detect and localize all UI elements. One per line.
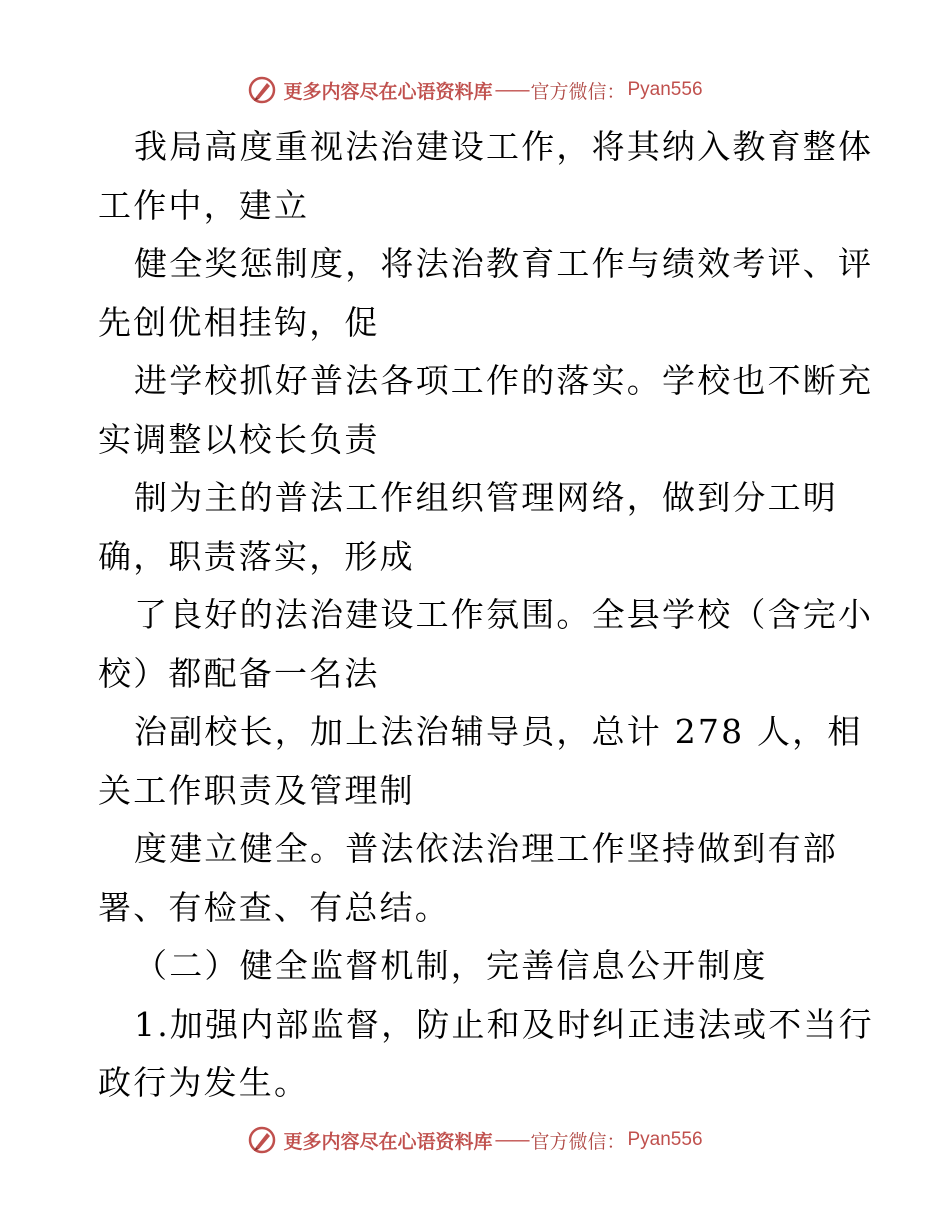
watermark-official-label: 官方微信： — [530, 1130, 626, 1153]
pen-circle-logo-icon — [247, 1125, 277, 1155]
text-line: 1.加强内部监督，防止和及时纠正违法或不当行 — [134, 1004, 874, 1044]
footer-watermark — [0, 1120, 950, 1160]
watermark-account: Pyan556 — [627, 79, 703, 100]
header-watermark — [0, 70, 950, 110]
text-line: 进学校抓好普法各项工作的落实。学校也不断充 — [134, 361, 874, 400]
text-line: 政行为发生。 — [98, 1063, 310, 1102]
text-line: 制为主的普法工作组织管理网络，做到分工明 — [134, 478, 838, 517]
text-line: 关工作职责及管理制 — [98, 770, 415, 810]
watermark-brand: 更多内容尽在心语资料库 — [283, 80, 493, 103]
text-line: 我局高度重视法治建设工作，将其纳入教育整体 — [134, 127, 874, 166]
text-line: 确，职责落实，形成 — [98, 536, 415, 576]
watermark-brand: 更多内容尽在心语资料库 — [283, 1130, 493, 1153]
watermark-official-label: 官方微信： — [530, 80, 626, 103]
pen-circle-logo-icon — [247, 75, 277, 105]
text-line: 治副校长，加上法治辅导员，总计 278 人，相 — [134, 712, 863, 751]
text-line: 工作中，建立 — [98, 185, 310, 225]
text-line: 健全奖惩制度，将法治教育工作与绩效考评、评 — [134, 244, 874, 283]
watermark-separator: —— — [494, 1129, 529, 1151]
document-body — [98, 118, 874, 1113]
watermark-separator: —— — [494, 79, 529, 101]
watermark-account: Pyan556 — [627, 1129, 703, 1150]
text-line: 先创优相挂钩，促 — [98, 302, 380, 342]
text-line: 校）都配备一名法 — [98, 653, 380, 693]
text-line: 署、有检查、有总结。 — [98, 887, 450, 927]
text-line: 实调整以校长负责 — [98, 419, 380, 459]
text-line: （二）健全监督机制，完善信息公开制度 — [134, 946, 768, 985]
text-line: 了良好的法治建设工作氛围。全县学校（含完小 — [134, 595, 874, 634]
text-line: 度建立健全。普法依法治理工作坚持做到有部 — [134, 829, 838, 868]
